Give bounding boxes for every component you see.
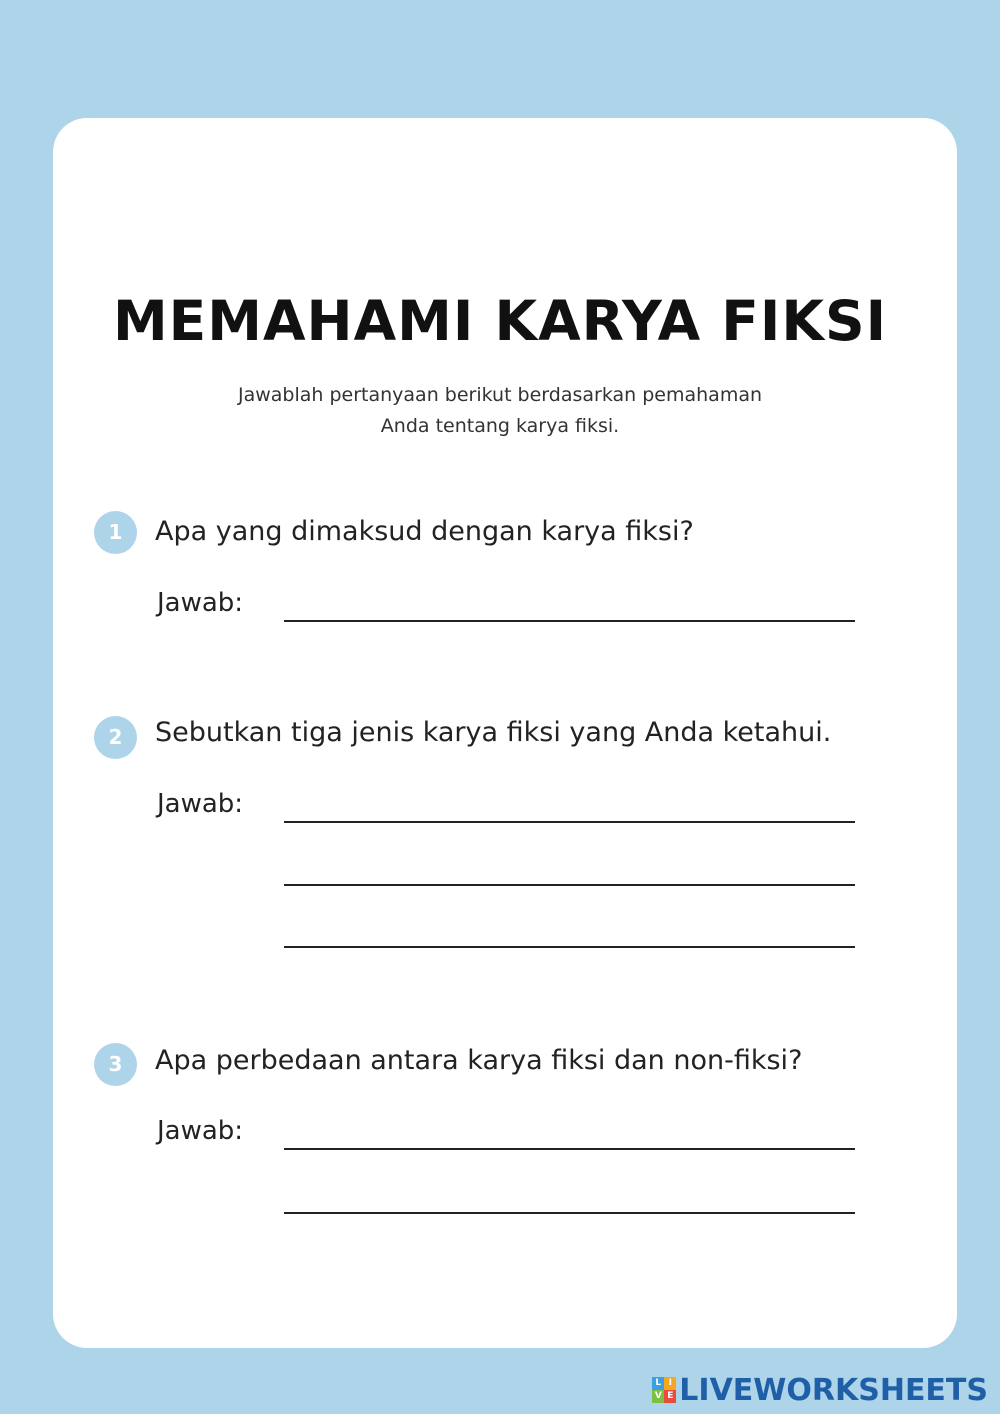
answer-label: Jawab: — [157, 789, 244, 819]
instructions-line-1: Jawablah pertanyaan berikut berdasarkan pemahaman — [237, 384, 763, 406]
answer-line-q3-1[interactable] — [284, 1148, 855, 1150]
logo-letter: I — [664, 1377, 676, 1390]
question-text: Sebutkan tiga jenis karya fiksi yang Anda ketahui. — [155, 717, 832, 748]
answer-line-q2-2[interactable] — [284, 884, 855, 886]
logo-letter: E — [664, 1390, 676, 1403]
page-title: MEMAHAMI KARYA FIKSI — [112, 289, 888, 353]
liveworksheets-brand[interactable] — [652, 1372, 988, 1408]
logo-letter: L — [652, 1377, 664, 1390]
instructions — [190, 380, 810, 442]
question-number-badge: 3 — [94, 1043, 137, 1086]
answer-label: Jawab: — [157, 1116, 244, 1146]
liveworksheets-logo-icon — [652, 1377, 676, 1403]
question-number-badge: 1 — [94, 511, 137, 554]
answer-line-q3-2[interactable] — [284, 1212, 855, 1214]
answer-label: Jawab: — [157, 588, 244, 618]
answer-line-q2-3[interactable] — [284, 946, 855, 948]
instructions-line-2: Anda tentang karya fiksi. — [380, 415, 620, 437]
logo-letter: V — [652, 1390, 664, 1403]
question-text: Apa yang dimaksud dengan karya fiksi? — [155, 516, 694, 547]
brand-name: LIVEWORKSHEETS — [679, 1372, 988, 1408]
question-number-badge: 2 — [94, 716, 137, 759]
question-text: Apa perbedaan antara karya fiksi dan non-fiksi? — [155, 1045, 803, 1076]
answer-line-q2-1[interactable] — [284, 821, 855, 823]
answer-line-q1-1[interactable] — [284, 620, 855, 622]
